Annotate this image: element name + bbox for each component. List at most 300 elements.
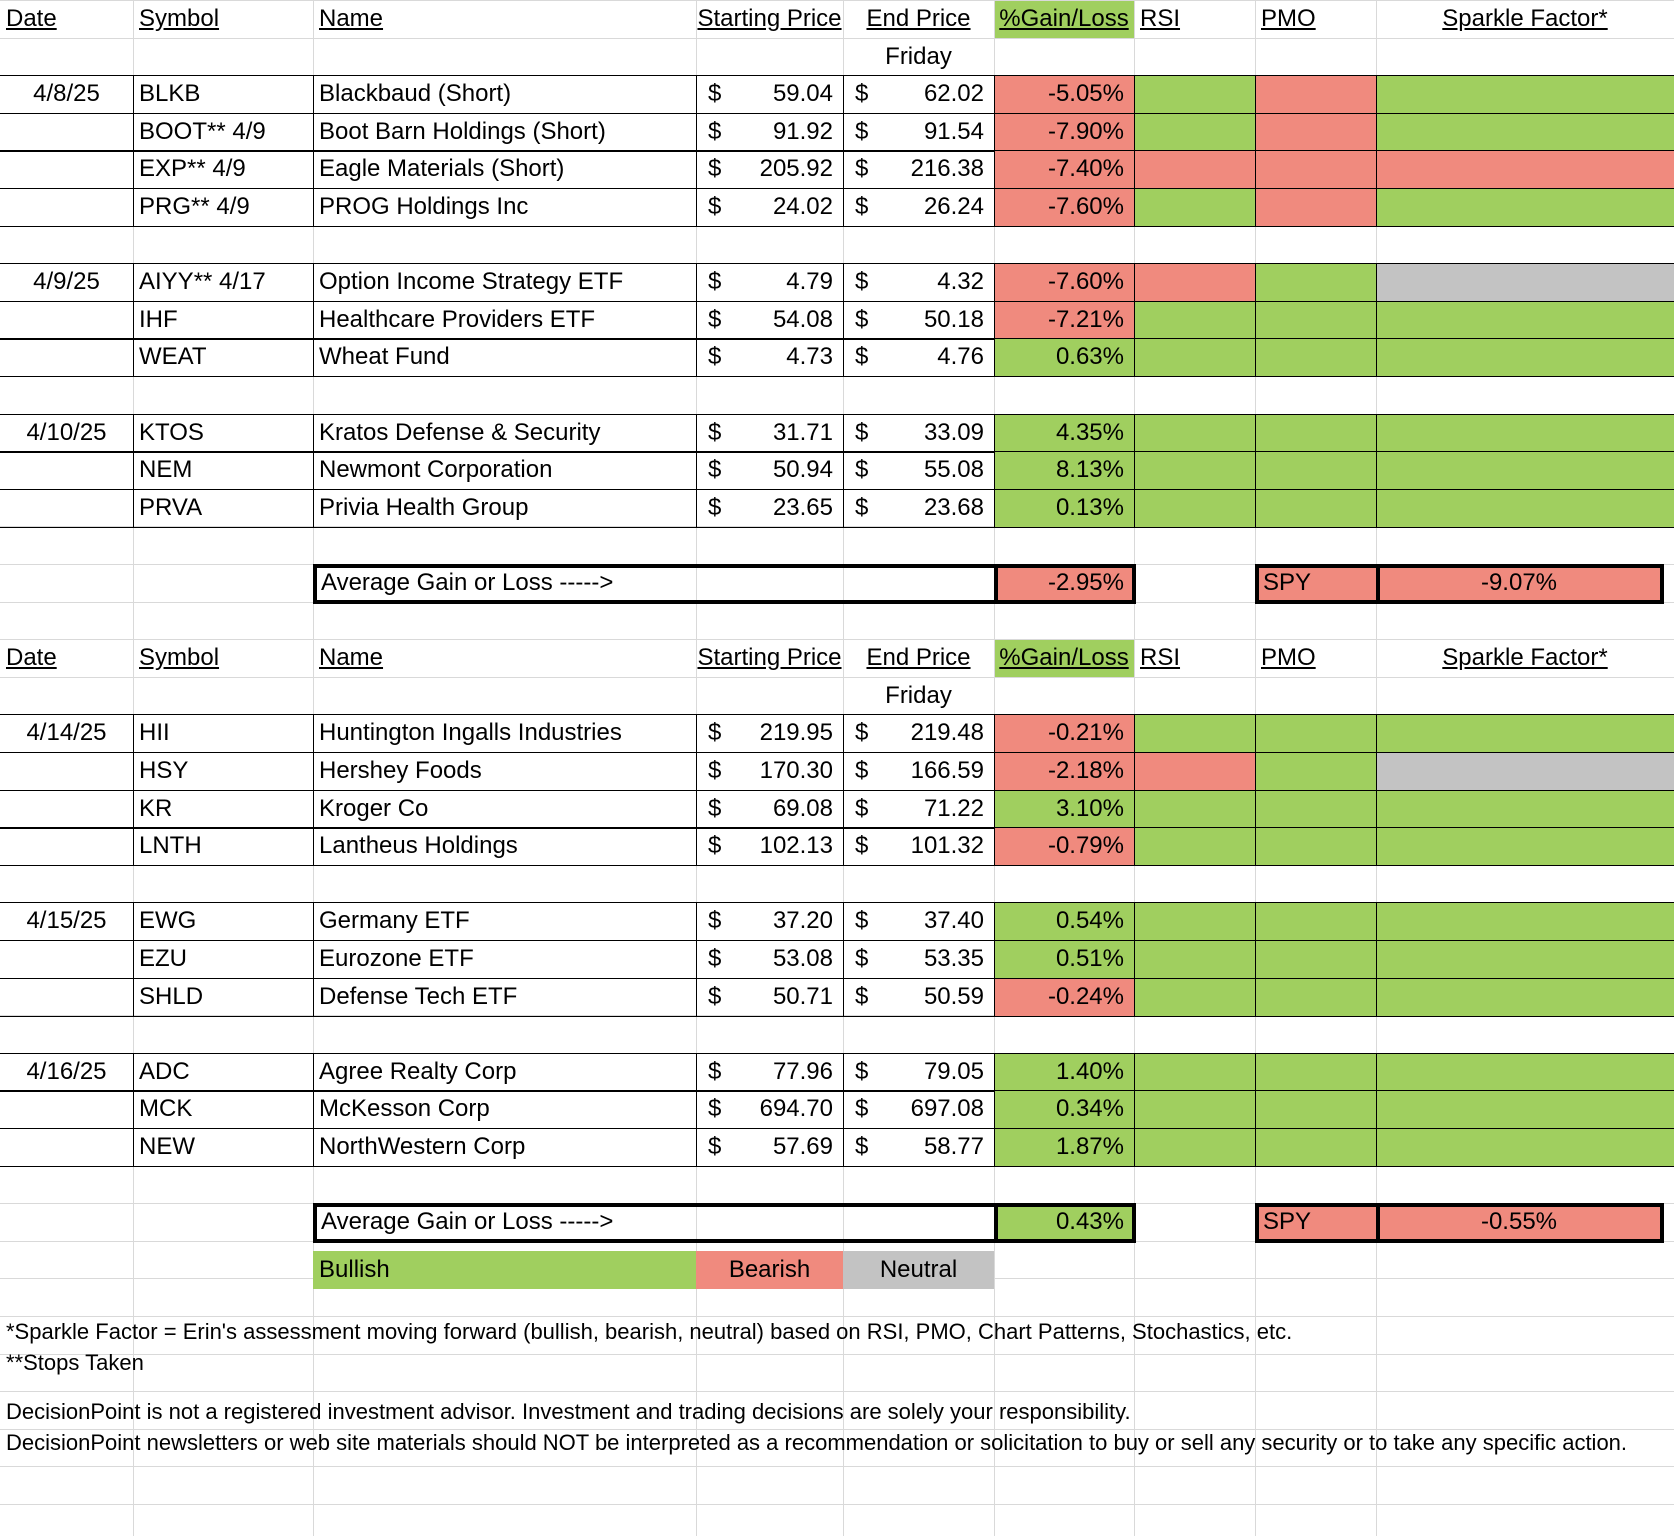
- currency-symbol[interactable]: $: [855, 155, 869, 182]
- currency-symbol[interactable]: $: [708, 268, 722, 295]
- currency-symbol[interactable]: $: [855, 80, 869, 107]
- col-border: [843, 150, 844, 188]
- sparkle-indicator-bullish: [1377, 979, 1674, 1016]
- col-border: [696, 1090, 697, 1128]
- spy-value[interactable]: -0.55%: [1480, 1208, 1558, 1235]
- currency-symbol[interactable]: $: [708, 343, 722, 370]
- col-border: [994, 75, 995, 113]
- row-border: [0, 1016, 1674, 1017]
- currency-symbol[interactable]: $: [708, 757, 722, 784]
- col-border: [1134, 188, 1135, 226]
- row-symbol[interactable]: KR: [139, 795, 173, 822]
- row-gain-loss[interactable]: 3.10%: [1055, 795, 1124, 822]
- col-border: [994, 150, 995, 188]
- row-starting-price[interactable]: 91.92: [772, 118, 833, 145]
- row-gain-loss[interactable]: -7.90%: [1047, 118, 1124, 145]
- col-border: [843, 489, 844, 527]
- row-end-price[interactable]: 219.48: [910, 719, 984, 746]
- row-gain-loss[interactable]: -2.18%: [1047, 757, 1124, 784]
- legend-neutral[interactable]: Neutral: [879, 1256, 958, 1283]
- rsi-indicator-bullish: [1135, 76, 1255, 113]
- col-border: [1376, 1053, 1377, 1091]
- row-name[interactable]: Newmont Corporation: [319, 456, 553, 483]
- rsi-indicator-bearish: [1135, 264, 1255, 301]
- row-starting-price[interactable]: 694.70: [759, 1095, 833, 1122]
- row-symbol[interactable]: AIYY** 4/17: [139, 268, 266, 295]
- disclaimer-line-2: DecisionPoint newsletters or web site materials should NOT be interpreted as a recommendation or solicitation to buy or sell any security or to take any specific action.: [6, 1430, 1628, 1455]
- col-border: [843, 902, 844, 940]
- row-starting-price[interactable]: 59.04: [772, 80, 833, 107]
- header-rsi[interactable]: RSI: [1140, 5, 1181, 32]
- col-border: [843, 338, 844, 376]
- row-gain-loss[interactable]: 1.87%: [1055, 1133, 1124, 1160]
- col-border: [313, 1090, 314, 1128]
- row-starting-price[interactable]: 57.69: [772, 1133, 833, 1160]
- col-border: [313, 902, 314, 940]
- row-gain-loss[interactable]: -5.05%: [1047, 80, 1124, 107]
- row-symbol[interactable]: WEAT: [139, 343, 207, 370]
- currency-symbol[interactable]: $: [708, 193, 722, 220]
- col-border: [313, 1053, 314, 1091]
- col-border: [843, 188, 844, 226]
- currency-symbol[interactable]: $: [855, 719, 869, 746]
- row-symbol[interactable]: MCK: [139, 1095, 193, 1122]
- col-border: [133, 75, 134, 113]
- currency-symbol[interactable]: $: [855, 757, 869, 784]
- col-border: [696, 414, 697, 452]
- currency-symbol[interactable]: $: [708, 1058, 722, 1085]
- row-border: [0, 1128, 1674, 1129]
- header-date[interactable]: Date: [6, 5, 57, 32]
- average-label[interactable]: Average Gain or Loss ----->: [321, 569, 614, 596]
- col-border: [1255, 1053, 1256, 1091]
- legend-bearish[interactable]: Bearish: [728, 1256, 811, 1283]
- gridline-row: [0, 1504, 1674, 1505]
- currency-symbol[interactable]: $: [855, 268, 869, 295]
- col-border: [1376, 338, 1377, 376]
- row-gain-loss[interactable]: 1.40%: [1055, 1058, 1124, 1085]
- currency-symbol[interactable]: $: [855, 795, 869, 822]
- currency-symbol[interactable]: $: [708, 155, 722, 182]
- pmo-indicator-bullish: [1256, 264, 1376, 301]
- col-border: [313, 113, 314, 151]
- col-border: [313, 940, 314, 978]
- rsi-indicator-bearish: [1135, 753, 1255, 790]
- header-gain-loss[interactable]: %Gain/Loss: [999, 5, 1129, 32]
- currency-symbol[interactable]: $: [708, 907, 722, 934]
- row-name[interactable]: Eagle Materials (Short): [319, 155, 565, 182]
- col-border: [133, 451, 134, 489]
- col-border: [1134, 113, 1135, 151]
- rsi-indicator-bearish: [1135, 151, 1255, 188]
- col-border: [1376, 827, 1377, 865]
- currency-symbol[interactable]: $: [708, 456, 722, 483]
- legend-bullish[interactable]: Bullish: [319, 1256, 390, 1283]
- row-gain-loss[interactable]: -0.24%: [1047, 983, 1124, 1010]
- row-date[interactable]: 4/10/25: [26, 419, 107, 446]
- rsi-indicator-bullish: [1135, 903, 1255, 940]
- col-border: [1134, 1128, 1135, 1166]
- row-gain-loss[interactable]: -0.79%: [1047, 832, 1124, 859]
- gridline-row: [0, 1391, 1674, 1392]
- col-border: [696, 827, 697, 865]
- spy-value[interactable]: -9.07%: [1480, 569, 1558, 596]
- row-end-price[interactable]: 79.05: [923, 1058, 984, 1085]
- currency-symbol[interactable]: $: [708, 832, 722, 859]
- row-end-price[interactable]: 23.68: [923, 494, 984, 521]
- col-border: [994, 113, 995, 151]
- row-starting-price[interactable]: 54.08: [772, 306, 833, 333]
- row-name[interactable]: Lantheus Holdings: [319, 832, 518, 859]
- col-border: [696, 978, 697, 1016]
- row-date[interactable]: 4/16/25: [26, 1058, 107, 1085]
- col-border: [1255, 752, 1256, 790]
- row-name[interactable]: Boot Barn Holdings (Short): [319, 118, 606, 145]
- col-border: [1134, 940, 1135, 978]
- col-border: [133, 263, 134, 301]
- col-border: [133, 1090, 134, 1128]
- rsi-indicator-bullish: [1135, 1091, 1255, 1128]
- row-name[interactable]: Hershey Foods: [319, 757, 482, 784]
- col-border: [1255, 188, 1256, 226]
- col-border: [133, 1128, 134, 1166]
- col-border: [1134, 338, 1135, 376]
- col-border: [133, 188, 134, 226]
- row-starting-price[interactable]: 50.71: [772, 983, 833, 1010]
- row-name[interactable]: Eurozone ETF: [319, 945, 474, 972]
- row-symbol[interactable]: HII: [139, 719, 170, 746]
- average-label[interactable]: Average Gain or Loss ----->: [321, 1208, 614, 1235]
- header-pmo[interactable]: PMO: [1261, 5, 1316, 32]
- row-symbol[interactable]: BLKB: [139, 80, 201, 107]
- sparkle-indicator-bullish: [1377, 903, 1674, 940]
- row-starting-price[interactable]: 205.92: [759, 155, 833, 182]
- col-border: [994, 451, 995, 489]
- col-border: [994, 790, 995, 828]
- row-gain-loss[interactable]: 8.13%: [1055, 456, 1124, 483]
- row-end-price[interactable]: 91.54: [923, 118, 984, 145]
- currency-symbol[interactable]: $: [708, 945, 722, 972]
- rsi-indicator-bullish: [1135, 979, 1255, 1016]
- row-date[interactable]: 4/14/25: [26, 719, 107, 746]
- row-name[interactable]: Agree Realty Corp: [319, 1058, 517, 1085]
- row-gain-loss[interactable]: 0.63%: [1055, 343, 1124, 370]
- row-starting-price[interactable]: 23.65: [772, 494, 833, 521]
- row-end-price[interactable]: 50.59: [923, 983, 984, 1010]
- currency-symbol[interactable]: $: [855, 1095, 869, 1122]
- row-name[interactable]: Blackbaud (Short): [319, 80, 512, 107]
- col-border: [994, 414, 995, 452]
- currency-symbol[interactable]: $: [708, 80, 722, 107]
- col-border: [1134, 75, 1135, 113]
- row-gain-loss[interactable]: -7.21%: [1047, 306, 1124, 333]
- col-border: [133, 827, 134, 865]
- row-border: [0, 752, 1674, 753]
- row-gain-loss[interactable]: 0.54%: [1055, 907, 1124, 934]
- col-border: [1376, 75, 1377, 113]
- col-border: [1255, 414, 1256, 452]
- row-end-price[interactable]: 62.02: [923, 80, 984, 107]
- row-name[interactable]: Germany ETF: [319, 907, 470, 934]
- row-starting-price[interactable]: 219.95: [759, 719, 833, 746]
- sparkle-indicator-bullish: [1377, 791, 1674, 828]
- row-end-price[interactable]: 58.77: [923, 1133, 984, 1160]
- pmo-indicator-bearish: [1256, 114, 1376, 151]
- row-starting-price[interactable]: 50.94: [772, 456, 833, 483]
- currency-symbol[interactable]: $: [855, 832, 869, 859]
- col-border: [1376, 1128, 1377, 1166]
- row-symbol[interactable]: BOOT** 4/9: [139, 118, 266, 145]
- currency-symbol[interactable]: $: [855, 945, 869, 972]
- row-starting-price[interactable]: 77.96: [772, 1058, 833, 1085]
- sparkle-indicator-bullish: [1377, 452, 1674, 489]
- rsi-indicator-bullish: [1135, 339, 1255, 376]
- row-symbol[interactable]: EXP** 4/9: [139, 155, 246, 182]
- col-border: [313, 263, 314, 301]
- row-starting-price[interactable]: 170.30: [759, 757, 833, 784]
- row-name[interactable]: McKesson Corp: [319, 1095, 490, 1122]
- currency-symbol[interactable]: $: [855, 1058, 869, 1085]
- currency-symbol[interactable]: $: [708, 306, 722, 333]
- row-symbol[interactable]: IHF: [139, 306, 178, 333]
- currency-symbol[interactable]: $: [855, 118, 869, 145]
- row-date[interactable]: 4/15/25: [26, 907, 107, 934]
- row-border: [0, 714, 1674, 715]
- row-symbol[interactable]: KTOS: [139, 419, 204, 446]
- col-border: [313, 978, 314, 1016]
- row-gain-loss[interactable]: -7.60%: [1047, 193, 1124, 220]
- col-border: [1134, 1090, 1135, 1128]
- currency-symbol[interactable]: $: [855, 456, 869, 483]
- col-border: [1134, 1053, 1135, 1091]
- sparkle-indicator-bullish: [1377, 339, 1674, 376]
- col-border: [843, 978, 844, 1016]
- col-border: [313, 790, 314, 828]
- header-end-price[interactable]: End Price: [866, 644, 971, 671]
- row-gain-loss[interactable]: 0.51%: [1055, 945, 1124, 972]
- col-border: [1376, 978, 1377, 1016]
- col-border: [1376, 489, 1377, 527]
- row-end-price[interactable]: 71.22: [923, 795, 984, 822]
- row-end-price[interactable]: 55.08: [923, 456, 984, 483]
- currency-symbol[interactable]: $: [855, 494, 869, 521]
- row-date[interactable]: 4/8/25: [33, 80, 100, 107]
- currency-symbol[interactable]: $: [855, 1133, 869, 1160]
- col-border: [994, 489, 995, 527]
- disclaimer-line-1: DecisionPoint is not a registered investment advisor. Investment and trading decisions are solely your responsibility.: [6, 1399, 1131, 1424]
- currency-symbol[interactable]: $: [708, 1095, 722, 1122]
- pmo-indicator-bullish: [1256, 753, 1376, 790]
- row-name[interactable]: Privia Health Group: [319, 494, 529, 521]
- row-symbol[interactable]: HSY: [139, 757, 189, 784]
- row-starting-price[interactable]: 69.08: [772, 795, 833, 822]
- col-border: [1376, 150, 1377, 188]
- row-end-price[interactable]: 4.76: [937, 343, 984, 370]
- row-starting-price[interactable]: 53.08: [772, 945, 833, 972]
- sparkle-indicator-neutral: [1377, 264, 1674, 301]
- row-end-price[interactable]: 216.38: [910, 155, 984, 182]
- col-border: [1376, 1090, 1377, 1128]
- pmo-indicator-bullish: [1256, 791, 1376, 828]
- row-end-price[interactable]: 26.24: [923, 193, 984, 220]
- col-border: [994, 188, 995, 226]
- currency-symbol[interactable]: $: [708, 494, 722, 521]
- col-border: [994, 1128, 995, 1166]
- header-end-price[interactable]: End Price: [866, 5, 971, 32]
- row-symbol[interactable]: EWG: [139, 907, 197, 934]
- currency-symbol[interactable]: $: [708, 419, 722, 446]
- row-border: [0, 902, 1674, 903]
- col-border: [696, 790, 697, 828]
- col-border: [133, 301, 134, 339]
- row-end-price[interactable]: 166.59: [910, 757, 984, 784]
- pmo-indicator-bullish: [1256, 1129, 1376, 1166]
- row-border: [0, 940, 1674, 941]
- row-name[interactable]: PROG Holdings Inc: [319, 193, 529, 220]
- row-name[interactable]: Wheat Fund: [319, 343, 450, 370]
- col-border: [994, 978, 995, 1016]
- currency-symbol[interactable]: $: [855, 983, 869, 1010]
- row-starting-price[interactable]: 4.73: [786, 343, 833, 370]
- header-starting-price[interactable]: Starting Price: [697, 5, 842, 32]
- row-symbol[interactable]: LNTH: [139, 832, 202, 859]
- header-symbol[interactable]: Symbol: [139, 644, 220, 671]
- currency-symbol[interactable]: $: [855, 193, 869, 220]
- row-border: [0, 978, 1674, 979]
- col-border: [313, 1128, 314, 1166]
- row-symbol[interactable]: NEW: [139, 1133, 195, 1160]
- row-border: [0, 150, 1674, 151]
- sparkle-indicator-bullish: [1377, 715, 1674, 752]
- row-date[interactable]: 4/9/25: [33, 268, 100, 295]
- row-starting-price[interactable]: 37.20: [772, 907, 833, 934]
- row-end-price[interactable]: 37.40: [923, 907, 984, 934]
- row-end-price[interactable]: 33.09: [923, 419, 984, 446]
- row-end-price[interactable]: 53.35: [923, 945, 984, 972]
- col-border: [313, 714, 314, 752]
- row-symbol[interactable]: PRVA: [139, 494, 203, 521]
- row-gain-loss[interactable]: 4.35%: [1055, 419, 1124, 446]
- col-border: [133, 338, 134, 376]
- row-symbol[interactable]: EZU: [139, 945, 187, 972]
- row-end-price[interactable]: 697.08: [910, 1095, 984, 1122]
- rsi-indicator-bullish: [1135, 189, 1255, 226]
- header-name[interactable]: Name: [319, 644, 384, 671]
- row-name[interactable]: Kroger Co: [319, 795, 429, 822]
- row-starting-price[interactable]: 4.79: [786, 268, 833, 295]
- row-starting-price[interactable]: 24.02: [772, 193, 833, 220]
- header-starting-price[interactable]: Starting Price: [697, 644, 842, 671]
- spy-label[interactable]: SPY: [1263, 1208, 1312, 1235]
- row-border: [0, 527, 1674, 528]
- col-border: [843, 414, 844, 452]
- col-border: [313, 301, 314, 339]
- header-rsi[interactable]: RSI: [1140, 644, 1181, 671]
- currency-symbol[interactable]: $: [708, 983, 722, 1010]
- row-symbol[interactable]: SHLD: [139, 983, 204, 1010]
- row-gain-loss[interactable]: 0.13%: [1055, 494, 1124, 521]
- header-name[interactable]: Name: [319, 5, 384, 32]
- header-pmo[interactable]: PMO: [1261, 644, 1316, 671]
- col-border: [843, 1128, 844, 1166]
- col-border: [1255, 338, 1256, 376]
- rsi-indicator-bullish: [1135, 791, 1255, 828]
- col-border: [1134, 451, 1135, 489]
- currency-symbol[interactable]: $: [855, 343, 869, 370]
- col-border: [1255, 489, 1256, 527]
- header-gain-loss[interactable]: %Gain/Loss: [999, 644, 1129, 671]
- spy-label[interactable]: SPY: [1263, 569, 1312, 596]
- col-border: [1255, 451, 1256, 489]
- row-name[interactable]: Huntington Ingalls Industries: [319, 719, 622, 746]
- row-name[interactable]: Defense Tech ETF: [319, 983, 518, 1010]
- row-border: [0, 865, 1674, 866]
- col-border: [1376, 188, 1377, 226]
- currency-symbol[interactable]: $: [708, 795, 722, 822]
- col-border: [1255, 827, 1256, 865]
- row-gain-loss[interactable]: -0.21%: [1047, 719, 1124, 746]
- col-border: [696, 940, 697, 978]
- col-border: [1134, 790, 1135, 828]
- row-end-price[interactable]: 4.32: [937, 268, 984, 295]
- row-symbol[interactable]: NEM: [139, 456, 193, 483]
- header-date[interactable]: Date: [6, 644, 57, 671]
- currency-symbol[interactable]: $: [708, 118, 722, 145]
- row-gain-loss[interactable]: -7.60%: [1047, 268, 1124, 295]
- sparkle-indicator-bullish: [1377, 76, 1674, 113]
- currency-symbol[interactable]: $: [708, 1133, 722, 1160]
- currency-symbol[interactable]: $: [855, 306, 869, 333]
- rsi-indicator-bullish: [1135, 941, 1255, 978]
- col-border: [313, 188, 314, 226]
- row-gain-loss[interactable]: 0.34%: [1055, 1095, 1124, 1122]
- row-end-price[interactable]: 50.18: [923, 306, 984, 333]
- col-border: [843, 301, 844, 339]
- rsi-indicator-bullish: [1135, 828, 1255, 865]
- header-symbol[interactable]: Symbol: [139, 5, 220, 32]
- row-gain-loss[interactable]: -7.40%: [1047, 155, 1124, 182]
- footnote-stops-taken: **Stops Taken: [6, 1350, 144, 1375]
- row-name[interactable]: NorthWestern Corp: [319, 1133, 526, 1160]
- header-friday[interactable]: Friday: [885, 682, 952, 709]
- row-end-price[interactable]: 101.32: [910, 832, 984, 859]
- row-starting-price[interactable]: 102.13: [759, 832, 833, 859]
- average-value[interactable]: -2.95%: [1047, 569, 1124, 596]
- row-starting-price[interactable]: 31.71: [772, 419, 833, 446]
- average-value[interactable]: 0.43%: [1055, 1208, 1124, 1235]
- row-border: [0, 376, 1674, 377]
- sparkle-indicator-bearish: [1377, 151, 1674, 188]
- currency-symbol[interactable]: $: [855, 907, 869, 934]
- row-name[interactable]: Option Income Strategy ETF: [319, 268, 624, 295]
- col-border: [1255, 1128, 1256, 1166]
- col-border: [696, 263, 697, 301]
- header-friday[interactable]: Friday: [885, 43, 952, 70]
- row-symbol[interactable]: ADC: [139, 1058, 190, 1085]
- col-border: [1255, 978, 1256, 1016]
- sparkle-indicator-bullish: [1377, 302, 1674, 339]
- row-name[interactable]: Healthcare Providers ETF: [319, 306, 596, 333]
- row-name[interactable]: Kratos Defense & Security: [319, 419, 601, 446]
- col-border: [1255, 263, 1256, 301]
- header-sparkle-factor[interactable]: Sparkle Factor*: [1442, 5, 1608, 32]
- currency-symbol[interactable]: $: [708, 719, 722, 746]
- row-symbol[interactable]: PRG** 4/9: [139, 193, 250, 220]
- row-border: [0, 75, 1674, 76]
- pmo-indicator-bullish: [1256, 302, 1376, 339]
- currency-symbol[interactable]: $: [855, 419, 869, 446]
- header-sparkle-factor[interactable]: Sparkle Factor*: [1442, 644, 1608, 671]
